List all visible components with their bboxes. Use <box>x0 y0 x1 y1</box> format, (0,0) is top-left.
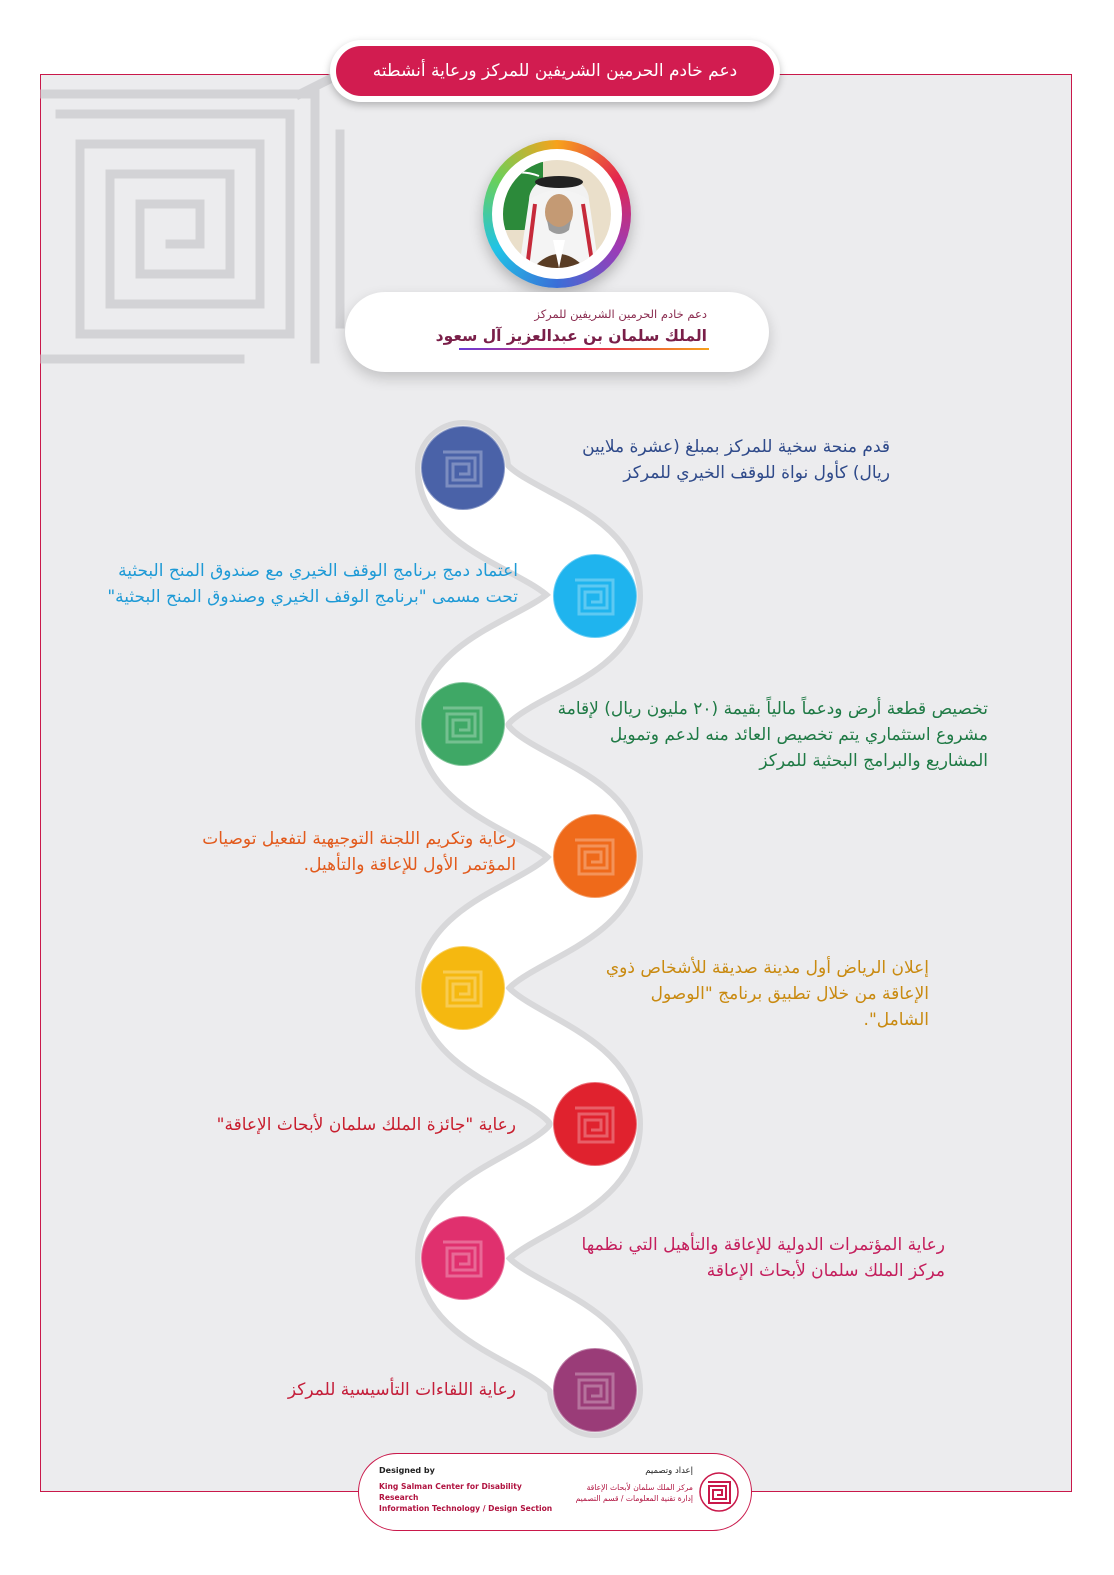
timeline-item-1-text: قدم منحة سخية للمركز بمبلغ (عشرة ملايين ريال) كأول نواة للوقف الخيري للمركز <box>582 437 890 483</box>
timeline-item-3-text: تخصيص قطعة أرض ودعماً مالياً بقيمة (٢٠ مليون ريال) لإقامة مشروع استثماري يتم تخصيص العائد منه لدعم وتمويل المشاريع والبرامج البحثية للمركز <box>557 699 988 771</box>
timeline-disc-5 <box>413 938 513 1038</box>
timeline-disc-6 <box>545 1074 645 1174</box>
timeline-item-8-text: رعاية اللقاءات التأسيسية للمركز <box>287 1380 516 1400</box>
page-title: دعم خادم الحرمين الشريفين للمركز ورعاية أنشطته <box>336 46 774 96</box>
king-name: الملك سلمان بن عبدالعزيز آل سعود <box>435 327 707 345</box>
footer-prepared-by: إعداد وتصميم <box>645 1466 693 1476</box>
timeline-item-6-text: رعاية "جائزة الملك سلمان لأبحاث الإعاقة" <box>216 1115 516 1135</box>
timeline-disc-1 <box>413 418 513 518</box>
timeline-disc-4 <box>545 806 645 906</box>
timeline-item-2-text: اعتماد دمج برنامج الوقف الخيري مع صندوق المنح البحثية تحت مسمى "برنامج الوقف الخيري وصندوق المنح البحثية" <box>107 561 518 607</box>
footer-badge <box>358 1453 752 1531</box>
timeline-item-7-text: رعاية المؤتمرات الدولية للإعاقة والتأهيل التي نظمها مركز الملك سلمان لأبحاث الإعاقة <box>581 1235 945 1281</box>
timeline-disc-2 <box>545 546 645 646</box>
footer-credits-ar <box>553 1466 693 1504</box>
footer-designed-by: Designed by <box>379 1466 435 1475</box>
timeline-item-5-text: إعلان الرياض أول مدينة صديقة للأشخاص ذوي الإعاقة من خلال تطبيق برنامج "الوصول الشامل". <box>605 958 929 1030</box>
footer-org-ar-2: إدارة تقنية المعلومات / قسم التصميم <box>575 1494 693 1503</box>
timeline-disc-8 <box>545 1340 645 1440</box>
footer-org-ar-1: مركز الملك سلمان لأبحاث الإعاقة <box>586 1483 693 1492</box>
name-subtitle: دعم خادم الحرمين الشريفين للمركز <box>534 307 707 321</box>
center-logo-icon <box>699 1472 739 1512</box>
timeline-item-4-text: رعاية وتكريم اللجنة التوجيهية لتفعيل توصيات المؤتمر الأول للإعاقة والتأهيل. <box>202 829 516 875</box>
footer-org-en-1: King Salman Center for Disability Research <box>379 1482 522 1502</box>
timeline-disc-3 <box>413 674 513 774</box>
footer-org-en-2: Information Technology / Design Section <box>379 1504 553 1513</box>
timeline-disc-7 <box>413 1208 513 1308</box>
footer-credits-en <box>379 1466 559 1514</box>
